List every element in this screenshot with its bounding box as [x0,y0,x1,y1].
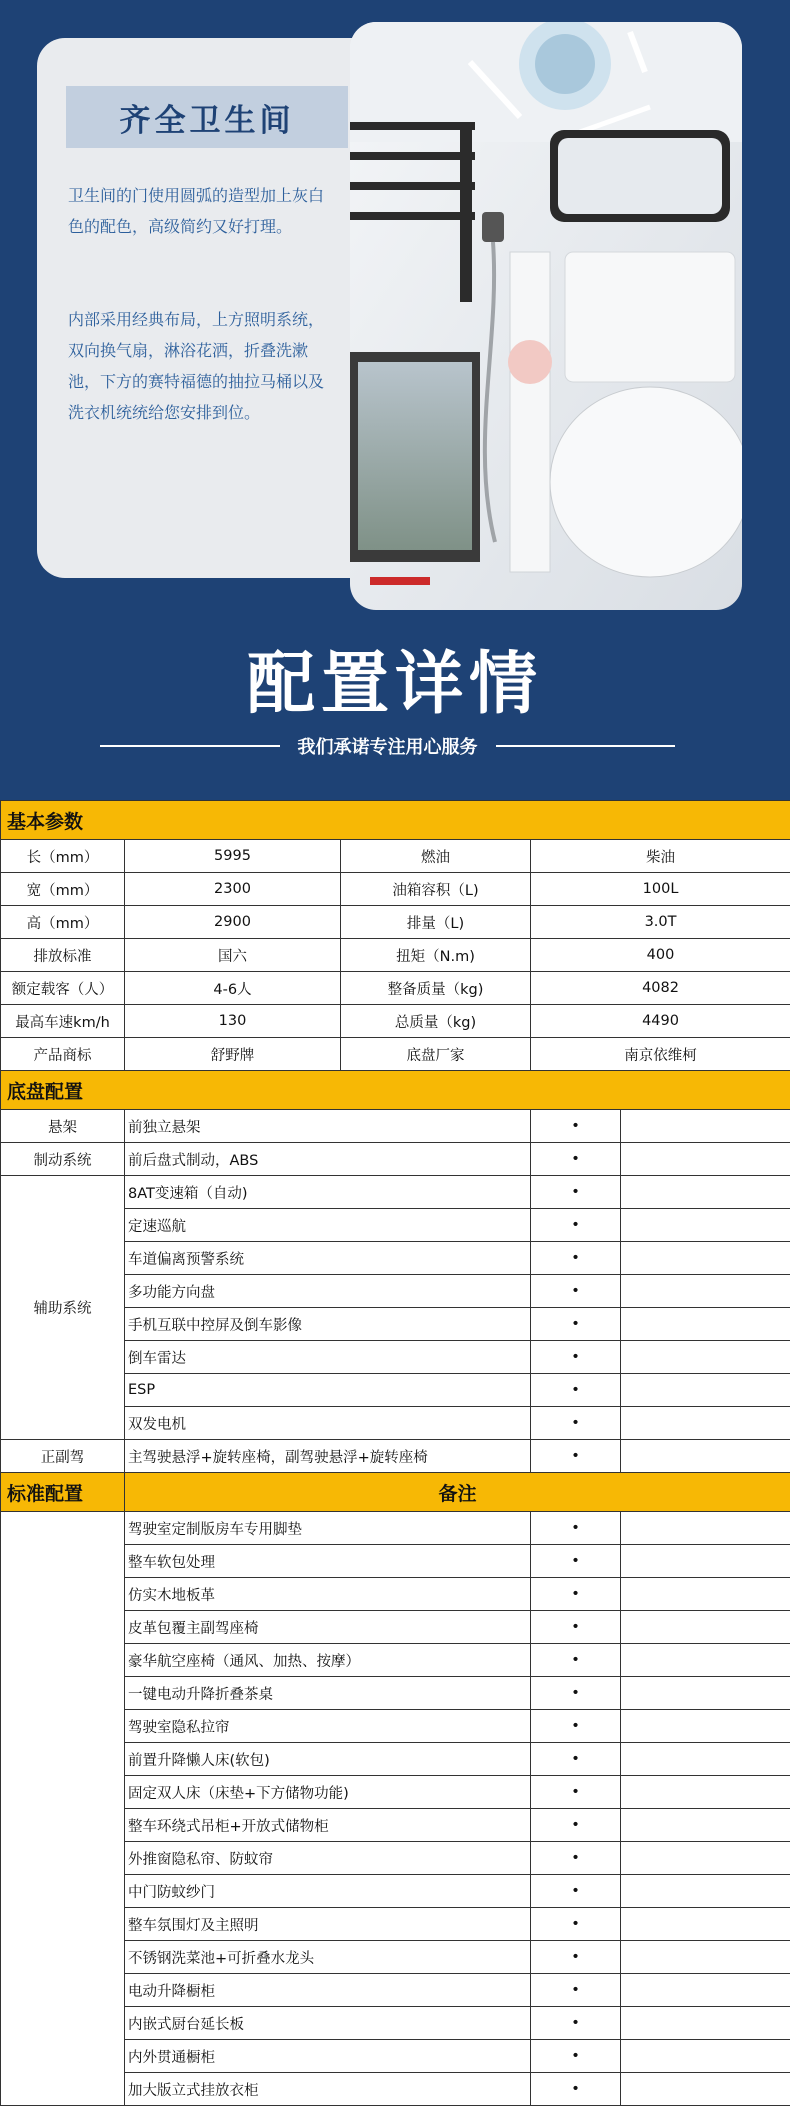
feature-name: 加大版立式挂放衣柜 [125,2073,531,2106]
standard-mark: • [531,1242,621,1275]
param-value: 400 [531,939,790,972]
param-label: 油箱容积（L) [341,873,531,906]
table-row [1,1176,790,1209]
note-cell [621,1908,790,1941]
param-label: 总质量（kg) [341,1005,531,1038]
standard-mark: • [531,1143,621,1176]
param-label: 宽（mm） [1,873,125,906]
note-cell [621,1875,790,1908]
note-cell [621,1242,790,1275]
param-value: 4-6人 [125,972,341,1005]
param-label: 最高车速km/h [1,1005,125,1038]
table-row [1,1110,790,1143]
standard-mark: • [531,1743,621,1776]
note-cell [621,1407,790,1440]
note-cell [621,1809,790,1842]
standard-mark: • [531,1941,621,1974]
standard-mark: • [531,1341,621,1374]
note-cell [621,1941,790,1974]
note-cell [621,1440,790,1473]
feature-name: 整车软包处理 [125,1545,531,1578]
feature-name: 倒车雷达 [125,1341,531,1374]
feature-name: 驾驶室隐私拉帘 [125,1710,531,1743]
standard-mark: • [531,2040,621,2073]
standard-mark: • [531,1644,621,1677]
feature-name: 仿实木地板革 [125,1578,531,1611]
feature-name: 豪华航空座椅（通风、加热、按摩） [125,1644,531,1677]
table-row [1,1038,790,1071]
standard-mark: • [531,1407,621,1440]
note-cell [621,1308,790,1341]
table-row [1,1005,790,1038]
section-title: 齐全卫生间 [66,86,348,148]
section-header-standard [1,1473,790,1512]
param-value: 4082 [531,972,790,1005]
divider-right [496,745,676,747]
note-cell [621,1275,790,1308]
standard-mark: • [531,1875,621,1908]
table-row [1,1512,790,1545]
note-cell [621,1545,790,1578]
param-label: 排放标准 [1,939,125,972]
standard-mark: • [531,1578,621,1611]
intro-paragraph-1: 卫生间的门使用圆弧的造型加上灰白色的配色，高级简约又好打理。 [68,180,336,242]
param-value: 舒野牌 [125,1038,341,1071]
param-value: 4490 [531,1005,790,1038]
shower-head-icon [482,212,504,242]
param-label: 长（mm） [1,840,125,873]
feature-name: 中门防蚊纱门 [125,1875,531,1908]
note-cell [621,2040,790,2073]
config-subtitle-row [100,731,675,761]
toilet [550,387,742,577]
param-value: 国六 [125,939,341,972]
group-label: 制动系统 [1,1143,125,1176]
param-value: 3.0T [531,906,790,939]
standard-mark: • [531,1374,621,1407]
table-row [1,840,790,873]
param-label: 高（mm） [1,906,125,939]
divider-left [100,745,280,747]
standard-mark: • [531,1809,621,1842]
group-label: 悬架 [1,1110,125,1143]
feature-name: 主驾驶悬浮+旋转座椅，副驾驶悬浮+旋转座椅 [125,1440,531,1473]
table-row [1,1440,790,1473]
param-value: 2300 [125,873,341,906]
note-cell [621,1143,790,1176]
note-cell [621,1176,790,1209]
section-heading: 底盘配置 [1,1071,790,1110]
param-label: 扭矩（N.m) [341,939,531,972]
note-cell [621,1974,790,2007]
note-cell [621,1776,790,1809]
note-heading: 备注 [125,1473,790,1512]
note-cell [621,1110,790,1143]
config-subtitle: 我们承诺专注用心服务 [280,733,496,759]
group-label [1,1512,125,2106]
note-cell [621,2007,790,2040]
feature-name: 驾驶室定制版房车专用脚垫 [125,1512,531,1545]
table-row [1,939,790,972]
bathroom-photo [350,22,742,610]
standard-mark: • [531,1776,621,1809]
feature-name: 电动升降橱柜 [125,1974,531,2007]
param-label: 排量（L) [341,906,531,939]
note-cell [621,1842,790,1875]
section-heading: 标准配置 [1,1473,125,1512]
standard-mark: • [531,1611,621,1644]
note-cell [621,1341,790,1374]
note-cell [621,1743,790,1776]
note-cell [621,2073,790,2106]
feature-name: 前独立悬架 [125,1110,531,1143]
note-cell [621,1677,790,1710]
param-value: 南京依维柯 [531,1038,790,1071]
feature-name: 车道偏离预警系统 [125,1242,531,1275]
table-row [1,972,790,1005]
standard-mark: • [531,1842,621,1875]
section-heading: 基本参数 [1,801,790,840]
hero-section [0,0,790,800]
param-label: 额定载客（人） [1,972,125,1005]
table-row [1,906,790,939]
note-cell [621,1512,790,1545]
feature-name: 定速巡航 [125,1209,531,1242]
param-value: 130 [125,1005,341,1038]
param-value: 柴油 [531,840,790,873]
group-label: 辅助系统 [1,1176,125,1440]
standard-mark: • [531,1440,621,1473]
feature-name: 固定双人床（床垫+下方储物功能) [125,1776,531,1809]
standard-mark: • [531,1110,621,1143]
note-cell [621,1209,790,1242]
standard-mark: • [531,1974,621,2007]
note-cell [621,1374,790,1407]
flowers [508,340,552,384]
table-row [1,1143,790,1176]
feature-name: 外推窗隐私帘、防蚊帘 [125,1842,531,1875]
param-value: 2900 [125,906,341,939]
table-row [1,873,790,906]
spec-table [0,800,790,2106]
feature-name: 前置升降懒人床(软包) [125,1743,531,1776]
feature-name: 手机互联中控屏及倒车影像 [125,1308,531,1341]
param-label: 燃油 [341,840,531,873]
feature-name: 8AT变速箱（自动) [125,1176,531,1209]
param-value: 5995 [125,840,341,873]
section-header-basic [1,801,790,840]
intro-paragraph-2: 内部采用经典布局，上方照明系统，双向换气扇，淋浴花洒，折叠洗漱池，下方的赛特福德的抽拉马桶以及洗衣机统统给您安排到位。 [68,304,336,428]
standard-mark: • [531,1176,621,1209]
standard-mark: • [531,1209,621,1242]
feature-name: 皮革包覆主副驾座椅 [125,1611,531,1644]
standard-mark: • [531,1677,621,1710]
standard-mark: • [531,1512,621,1545]
config-title: 配置详情 [0,630,790,727]
standard-mark: • [531,2073,621,2106]
feature-name: 双发电机 [125,1407,531,1440]
feature-name: 整车环绕式吊柜+开放式储物柜 [125,1809,531,1842]
feature-name: 一键电动升降折叠茶桌 [125,1677,531,1710]
standard-mark: • [531,2007,621,2040]
standard-mark: • [531,1545,621,1578]
note-cell [621,1710,790,1743]
standard-mark: • [531,1308,621,1341]
feature-name: 多功能方向盘 [125,1275,531,1308]
feature-name: ESP [125,1374,531,1407]
feature-name: 整车氛围灯及主照明 [125,1908,531,1941]
standard-mark: • [531,1710,621,1743]
feature-name: 前后盘式制动，ABS [125,1143,531,1176]
param-label: 产品商标 [1,1038,125,1071]
param-label: 整备质量（kg) [341,972,531,1005]
feature-name: 内嵌式厨台延长板 [125,2007,531,2040]
standard-mark: • [531,1275,621,1308]
param-value: 100L [531,873,790,906]
note-cell [621,1611,790,1644]
feature-name: 不锈钢洗菜池+可折叠水龙头 [125,1941,531,1974]
param-label: 底盘厂家 [341,1038,531,1071]
note-cell [621,1644,790,1677]
standard-mark: • [531,1908,621,1941]
feature-name: 内外贯通橱柜 [125,2040,531,2073]
group-label: 正副驾 [1,1440,125,1473]
note-cell [621,1578,790,1611]
section-header-chassis [1,1071,790,1110]
